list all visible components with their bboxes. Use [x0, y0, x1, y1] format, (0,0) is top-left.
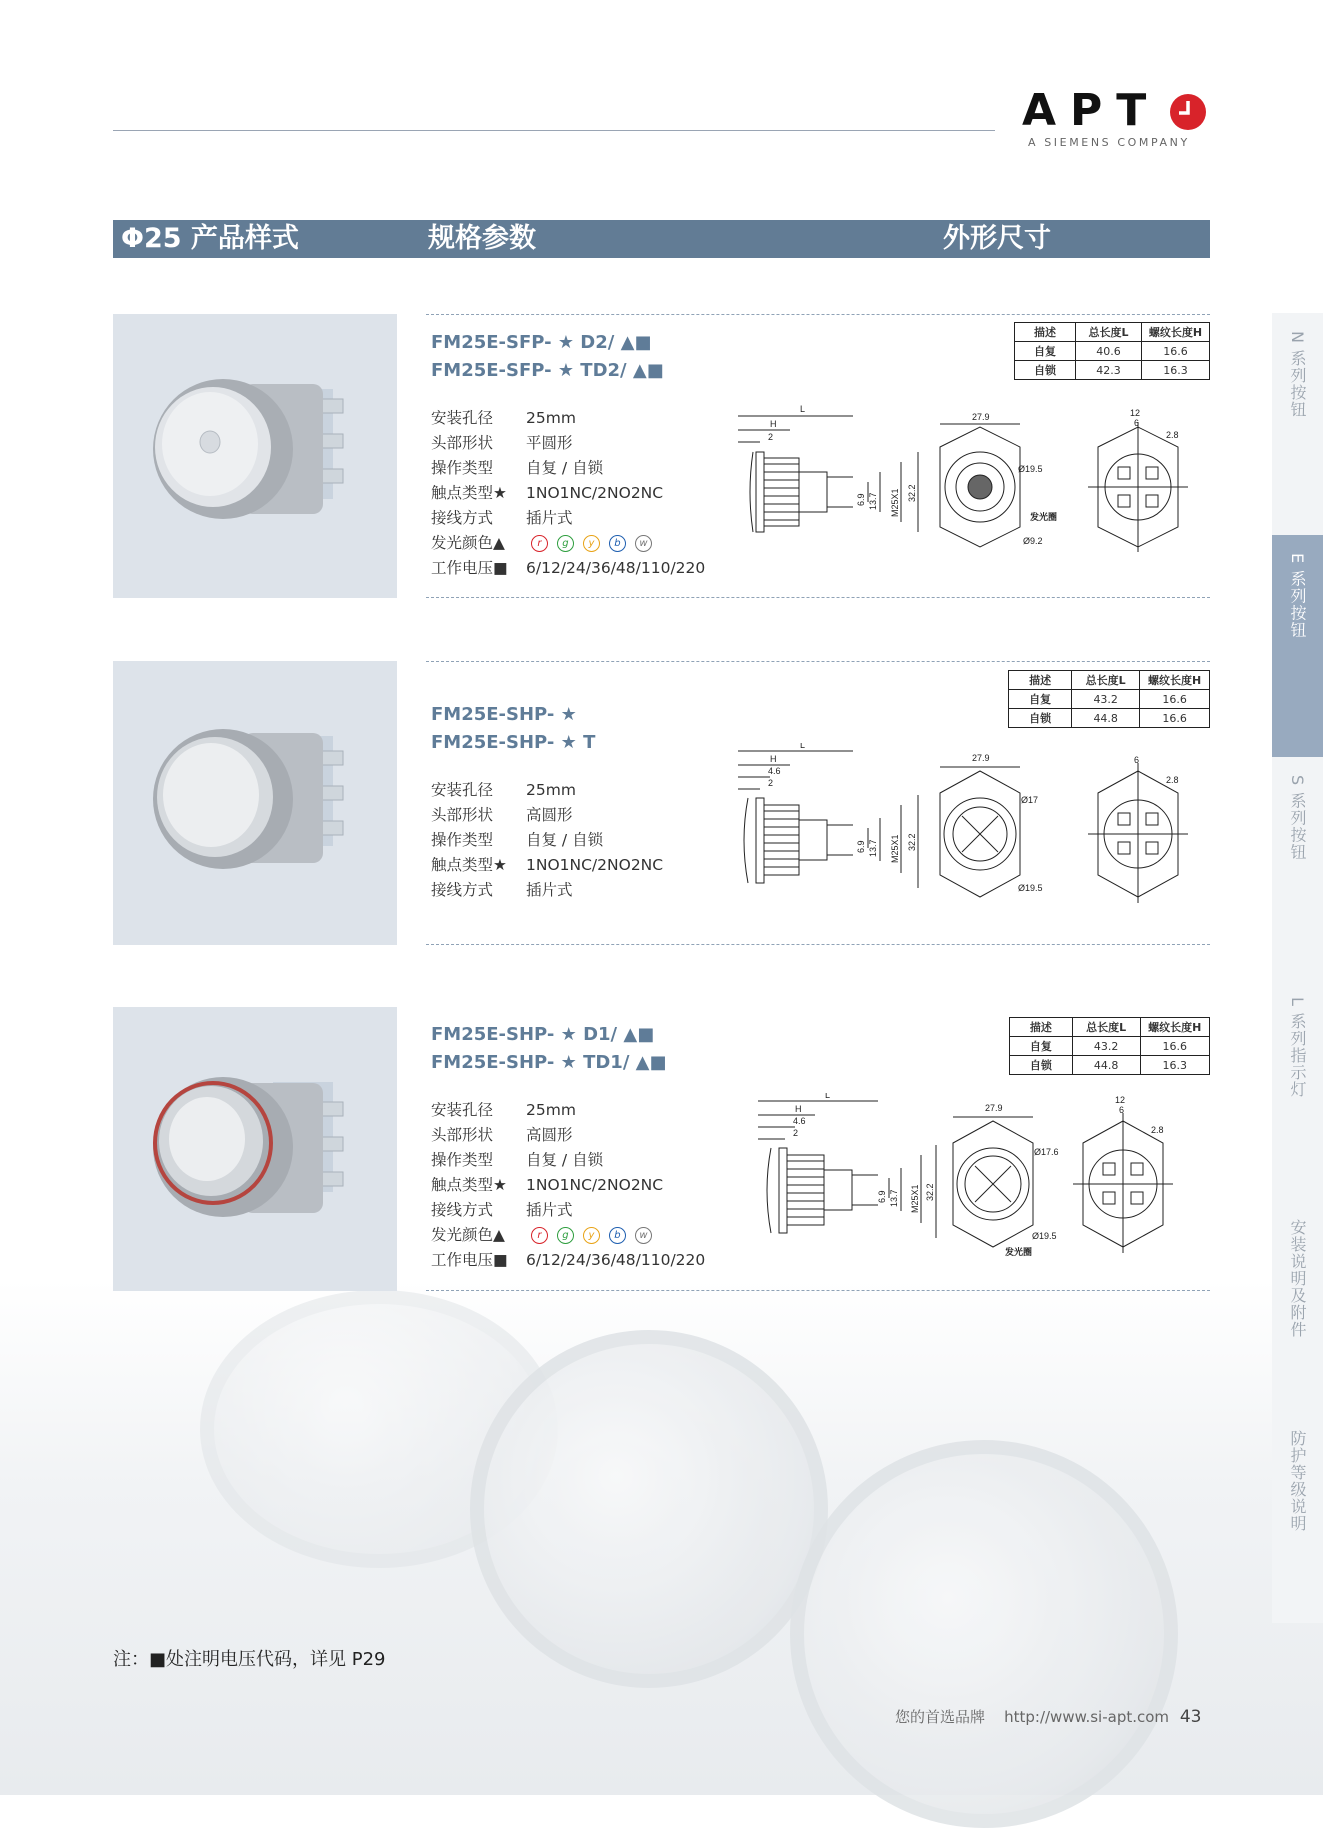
background-button-image [470, 1330, 828, 1688]
color-blue-icon: b [609, 1227, 626, 1244]
svg-text:4.6: 4.6 [768, 766, 781, 776]
footer-slogan: 您的首选品牌 [895, 1708, 986, 1726]
spec-row: 头部形状 平圆形 [431, 434, 573, 452]
svg-text:12: 12 [1130, 408, 1141, 418]
section-header-bar [113, 220, 1210, 258]
svg-text:2.8: 2.8 [1151, 1125, 1164, 1135]
svg-text:发光圈: 发光圈 [1005, 1247, 1033, 1257]
product-block [113, 661, 1210, 951]
svg-text:Ø19.5: Ø19.5 [1018, 464, 1043, 474]
svg-text:32.2: 32.2 [907, 833, 917, 851]
color-red-icon: r [531, 1227, 548, 1244]
spec-row: 操作类型 自复 / 自锁 [431, 1151, 604, 1169]
svg-text:发光圈: 发光圈 [1030, 512, 1058, 522]
svg-text:32.2: 32.2 [907, 484, 917, 502]
svg-text:M25X1: M25X1 [890, 834, 900, 863]
color-white-icon: w [635, 1227, 652, 1244]
svg-text:Ø19.5: Ø19.5 [1018, 883, 1043, 893]
color-white-icon: w [635, 535, 652, 552]
svg-text:2: 2 [793, 1128, 799, 1138]
svg-text:13.7: 13.7 [868, 839, 878, 857]
voltage-code-footnote: 注：■处注明电压代码，详见 P29 [113, 1649, 386, 1670]
side-navigation [1272, 313, 1323, 1623]
svg-text:6.9: 6.9 [856, 493, 866, 506]
model-number: FM25E-SFP- ★ D2/ ▲■ [431, 332, 652, 353]
svg-text:L: L [825, 1093, 831, 1100]
color-red-icon: r [531, 535, 548, 552]
spec-row: 接线方式 插片式 [431, 509, 573, 527]
color-yellow-icon: y [583, 1227, 600, 1244]
product-photo [113, 1007, 397, 1291]
svg-text:Ø17.6: Ø17.6 [1034, 1147, 1059, 1157]
spec-row: 触点类型★ 1NO1NC/2NO2NC [431, 856, 664, 874]
product-photo [113, 314, 397, 598]
dashed-divider [426, 944, 1210, 945]
model-number: FM25E-SHP- ★ [431, 704, 577, 725]
spec-row: 头部形状 高圆形 [431, 1126, 573, 1144]
color-green-icon: g [557, 535, 574, 552]
background-button-image [790, 1440, 1178, 1828]
svg-text:6.9: 6.9 [877, 1190, 887, 1203]
svg-text:L: L [800, 743, 806, 750]
spec-row: 接线方式 插片式 [431, 1201, 573, 1219]
model-number: FM25E-SHP- ★ T [431, 732, 596, 753]
svg-text:H: H [795, 1104, 802, 1114]
spec-row: 安装孔径 25mm [431, 781, 576, 799]
dashed-divider [426, 661, 1210, 662]
model-number: FM25E-SHP- ★ D1/ ▲■ [431, 1024, 655, 1045]
svg-text:2.8: 2.8 [1166, 430, 1179, 440]
spec-row: 触点类型★ 1NO1NC/2NO2NC [431, 1176, 664, 1194]
color-blue-icon: b [609, 535, 626, 552]
dimension-table: 描述 总长度L 螺纹长度H 自复 40.6 16.6 自锁 42.3 16.3 [1014, 322, 1210, 380]
product-block [113, 1007, 1210, 1297]
svg-text:M25X1: M25X1 [910, 1184, 920, 1213]
svg-text:32.2: 32.2 [925, 1183, 935, 1201]
spec-row: 触点类型★ 1NO1NC/2NO2NC [431, 484, 664, 502]
product-photo [113, 661, 397, 945]
svg-text:2.8: 2.8 [1166, 775, 1179, 785]
dashed-divider [426, 1290, 1210, 1291]
apt-logo [1022, 86, 1212, 156]
spec-row: 工作电压■ 6/12/24/36/48/110/220 [431, 559, 706, 577]
spec-row: 接线方式 插片式 [431, 881, 573, 899]
high-round-button-image [113, 661, 397, 945]
svg-text:27.9: 27.9 [972, 412, 990, 422]
side-nav-e-series[interactable]: E 系列按钮 [1272, 535, 1323, 757]
side-nav-n-series[interactable]: N 系列按钮 [1288, 331, 1307, 419]
spec-row: 安装孔径 25mm [431, 1101, 576, 1119]
dimension-drawing [718, 402, 1208, 572]
side-nav-protection[interactable]: 防护等级说明 [1288, 1430, 1307, 1532]
dimension-table: 描述 总长度L 螺纹长度H 自复 43.2 16.6 自锁 44.8 16.6 [1008, 670, 1210, 728]
svg-text:2: 2 [768, 432, 774, 442]
color-green-icon: g [557, 1227, 574, 1244]
svg-text:4.6: 4.6 [793, 1116, 806, 1126]
spec-row: 操作类型 自复 / 自锁 [431, 831, 604, 849]
dimension-drawing [743, 1093, 1203, 1268]
logo-clock-icon [1170, 94, 1206, 130]
side-nav-installation[interactable]: 安装说明及附件 [1288, 1219, 1307, 1338]
header-product-style: Φ25 产品样式 [121, 223, 299, 254]
dimension-table: 描述 总长度L 螺纹长度H 自复 43.2 16.6 自锁 44.8 16.3 [1009, 1017, 1210, 1075]
page-number: 43 [1179, 1707, 1202, 1727]
svg-text:13.7: 13.7 [868, 492, 878, 510]
side-nav-l-series[interactable]: L 系列指示灯 [1288, 997, 1307, 1098]
spec-row: 操作类型 自复 / 自锁 [431, 459, 604, 477]
led-color-options [531, 1227, 652, 1244]
page-footer [895, 1706, 1201, 1727]
svg-text:M25X1: M25X1 [890, 488, 900, 517]
svg-text:6.9: 6.9 [856, 840, 866, 853]
header-rule [113, 130, 995, 131]
spec-row: 发光颜色▲ r g y b w [431, 531, 652, 556]
model-number: FM25E-SFP- ★ TD2/ ▲■ [431, 360, 664, 381]
header-specs: 规格参数 [428, 223, 536, 254]
spec-row: 发光颜色▲ r g y b w [431, 1223, 652, 1248]
dashed-divider [426, 597, 1210, 598]
svg-text:Ø9.2: Ø9.2 [1023, 536, 1043, 546]
led-ring-button-image [113, 1007, 397, 1291]
spec-row: 头部形状 高圆形 [431, 806, 573, 824]
color-yellow-icon: y [583, 535, 600, 552]
model-number: FM25E-SHP- ★ TD1/ ▲■ [431, 1052, 667, 1073]
spec-row: 工作电压■ 6/12/24/36/48/110/220 [431, 1251, 706, 1269]
flat-button-image [113, 314, 397, 598]
svg-text:6: 6 [1119, 1105, 1125, 1115]
product-block [113, 314, 1210, 604]
footer-url[interactable]: http://www.si-apt.com [1004, 1708, 1170, 1726]
svg-text:13.7: 13.7 [889, 1189, 899, 1207]
svg-text:H: H [770, 754, 777, 764]
svg-text:Ø17: Ø17 [1021, 795, 1039, 805]
dashed-divider [426, 314, 1210, 315]
logo-tagline: A SIEMENS COMPANY [1028, 136, 1190, 149]
svg-text:27.9: 27.9 [972, 753, 990, 763]
svg-text:Ø19.5: Ø19.5 [1032, 1231, 1057, 1241]
svg-text:6: 6 [1134, 418, 1140, 428]
header-dimensions: 外形尺寸 [943, 223, 1051, 254]
svg-text:H: H [770, 419, 777, 429]
spec-row: 安装孔径 25mm [431, 409, 576, 427]
svg-text:12: 12 [1115, 1095, 1126, 1105]
logo-wordmark: APT [1022, 85, 1161, 136]
svg-text:27.9: 27.9 [985, 1103, 1003, 1113]
led-color-options [531, 535, 652, 552]
side-nav-s-series[interactable]: S 系列按钮 [1288, 775, 1307, 861]
svg-text:2: 2 [768, 778, 774, 788]
svg-text:6: 6 [1134, 755, 1140, 765]
dimension-drawing [718, 743, 1208, 918]
svg-text:L: L [800, 404, 806, 414]
